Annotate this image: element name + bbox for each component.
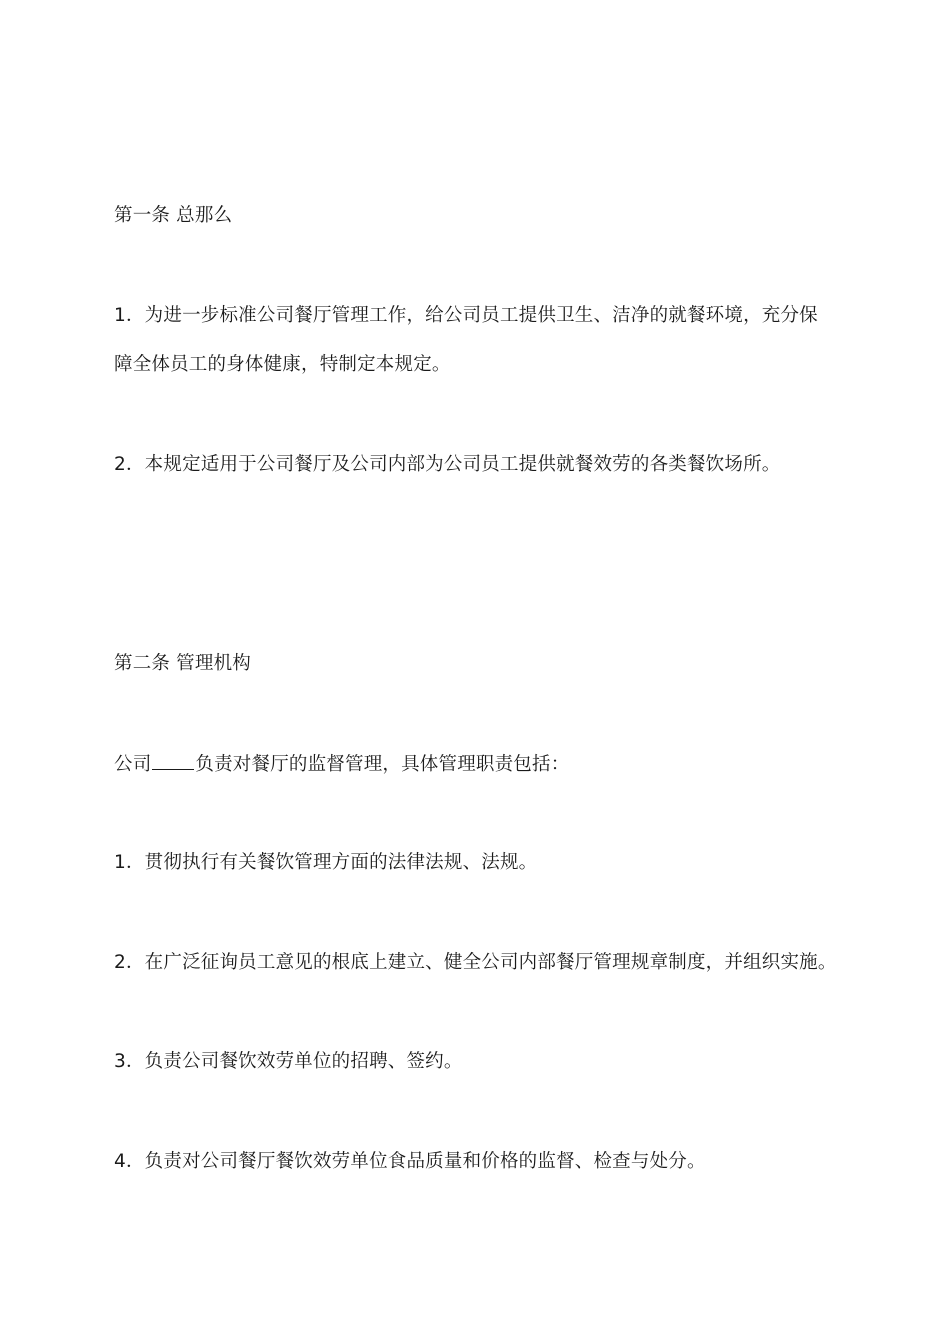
section1-item1-line2: 障全体员工的身体健康，特制定本规定。 <box>114 354 451 375</box>
section2-item1: 1．贯彻执行有关餐饮管理方面的法律法规、法规。 <box>114 852 538 873</box>
section2-item3: 3．负责公司餐饮效劳单位的招聘、签约。 <box>114 1051 463 1072</box>
section2-item4: 4．负责对公司餐厅餐饮效劳单位食品质量和价格的监督、检查与处分。 <box>114 1151 706 1172</box>
fill-in-blank <box>152 751 194 770</box>
section1-item2: 2．本规定适用于公司餐厅及公司内部为公司员工提供就餐效劳的各类餐饮场所。 <box>114 454 781 475</box>
section2-intro-suffix: 负责对餐厅的监督管理，具体管理职责包括： <box>195 754 570 775</box>
section2-intro <box>114 751 569 778</box>
section2-intro-prefix: 公司 <box>114 754 152 775</box>
section2-item2: 2．在广泛征询员工意见的根底上建立、健全公司内部餐厅管理规章制度，并组织实施。 <box>114 952 837 973</box>
section1-heading: 第一条 总那么 <box>114 205 233 226</box>
section2-heading: 第二条 管理机构 <box>114 653 251 674</box>
section1-item1-line1: 1．为进一步标准公司餐厅管理工作，给公司员工提供卫生、洁净的就餐环境，充分保 <box>114 305 818 326</box>
